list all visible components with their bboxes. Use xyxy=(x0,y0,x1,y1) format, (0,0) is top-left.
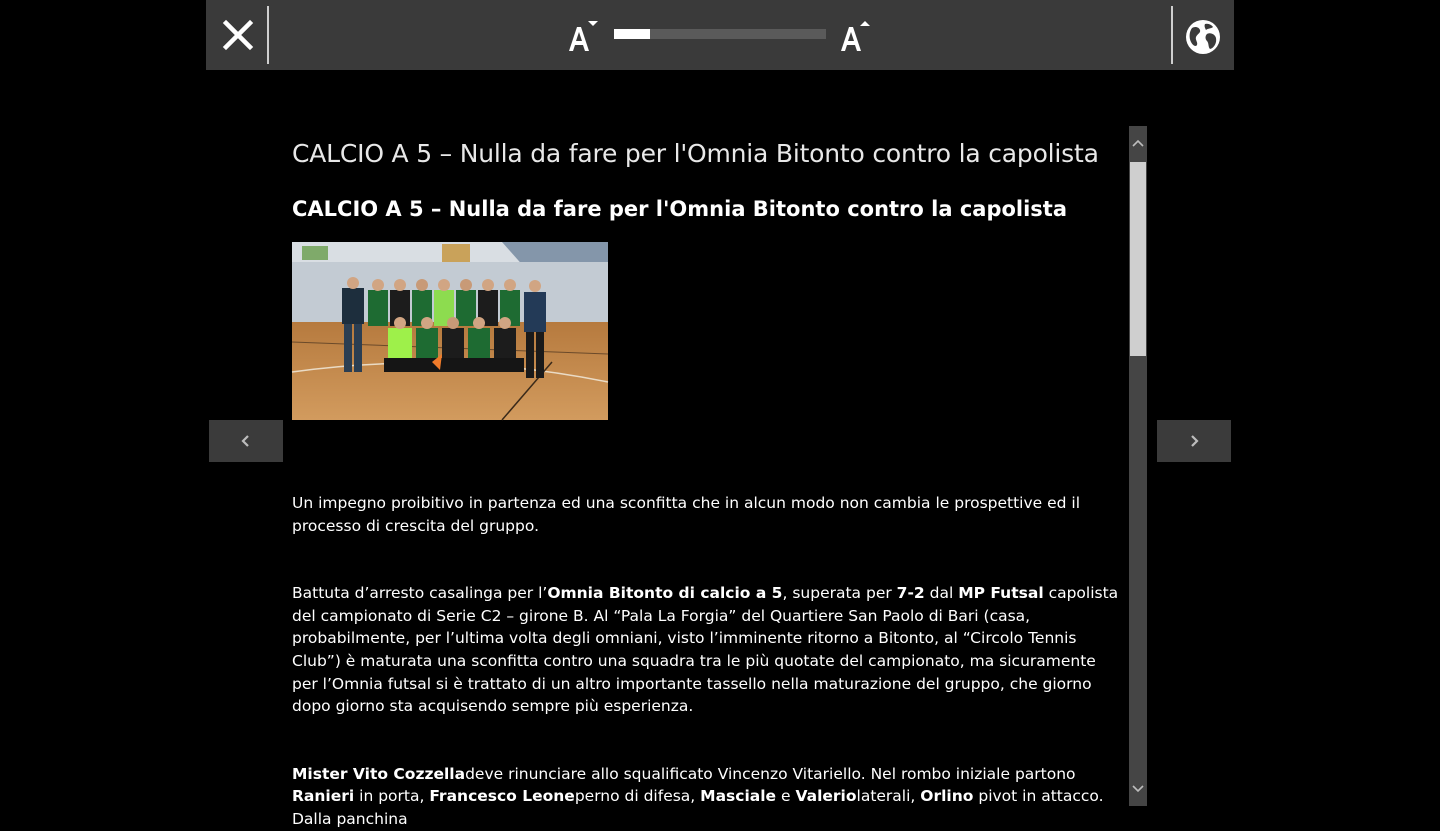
article-scrollbar[interactable] xyxy=(1129,126,1147,806)
close-button[interactable] xyxy=(216,12,260,58)
chevron-left-icon xyxy=(240,434,252,448)
font-size-slider-fill xyxy=(614,29,650,39)
article-title: CALCIO A 5 – Nulla da fare per l'Omnia Bitonto contro la capolista xyxy=(292,197,1068,221)
scrollbar-thumb[interactable] xyxy=(1130,162,1146,356)
toolbar-divider-right xyxy=(1171,6,1173,64)
scroll-up-button[interactable] xyxy=(1129,126,1147,160)
article-paragraph: Un impegno proibitivo in partenza ed una sconfitta che in alcun modo non cambia le prospettive ed il processo di crescita del gruppo. xyxy=(292,494,1081,535)
article-content xyxy=(292,126,1120,828)
font-size-slider[interactable] xyxy=(614,29,826,39)
previous-article-button[interactable] xyxy=(209,420,283,462)
article-paragraph: Mister Vito Cozzelladeve rinunciare allo squalificato Vincenzo Vitariello. Nel rombo iniziale partono Ranieri in porta, Francesco Leoneperno di difesa, Masciale e Valeriolaterali, Orlino pivot in attacco. Dalla panchina xyxy=(292,764,1104,828)
scroll-down-button[interactable] xyxy=(1129,772,1147,806)
text-decrease-icon xyxy=(568,16,604,56)
page-title: CALCIO A 5 – Nulla da fare per l'Omnia Bitonto contro la capolista xyxy=(292,139,1099,168)
close-icon xyxy=(223,20,253,50)
text-increase-icon xyxy=(840,16,876,56)
team-photo xyxy=(292,242,608,420)
toolbar-divider-left xyxy=(267,6,269,64)
increase-font-button[interactable] xyxy=(840,16,876,56)
chevron-down-icon xyxy=(1131,784,1145,794)
next-article-button[interactable] xyxy=(1157,420,1231,462)
decrease-font-button[interactable] xyxy=(568,16,604,56)
reader-toolbar xyxy=(206,0,1234,70)
chevron-up-icon xyxy=(1131,138,1145,148)
article-paragraph: Battuta d’arresto casalinga per l’Omnia Bitonto di calcio a 5, superata per 7-2 dal MP Futsal capolista del campionato di Serie C2 – girone B. Al “Pala La Forgia” del Quartiere San Paolo di Bari (casa, probabilmente, per l’ultima volta degli omniani, visto l’imminente ritorno a Bitonto, al “Circolo Tennis Club”) è maturata una sconfitta contro una squadra tra le più quotate del campionato, ma sicuramente per l’Omnia futsal si è trattato di un altro importante tassello nella maturazione del gruppo, che giorno dopo giorno sta acquisendo sempre più esperienza. xyxy=(292,584,1119,716)
open-in-browser-button[interactable] xyxy=(1180,14,1226,60)
globe-icon xyxy=(1184,18,1222,56)
chevron-right-icon xyxy=(1188,434,1200,448)
